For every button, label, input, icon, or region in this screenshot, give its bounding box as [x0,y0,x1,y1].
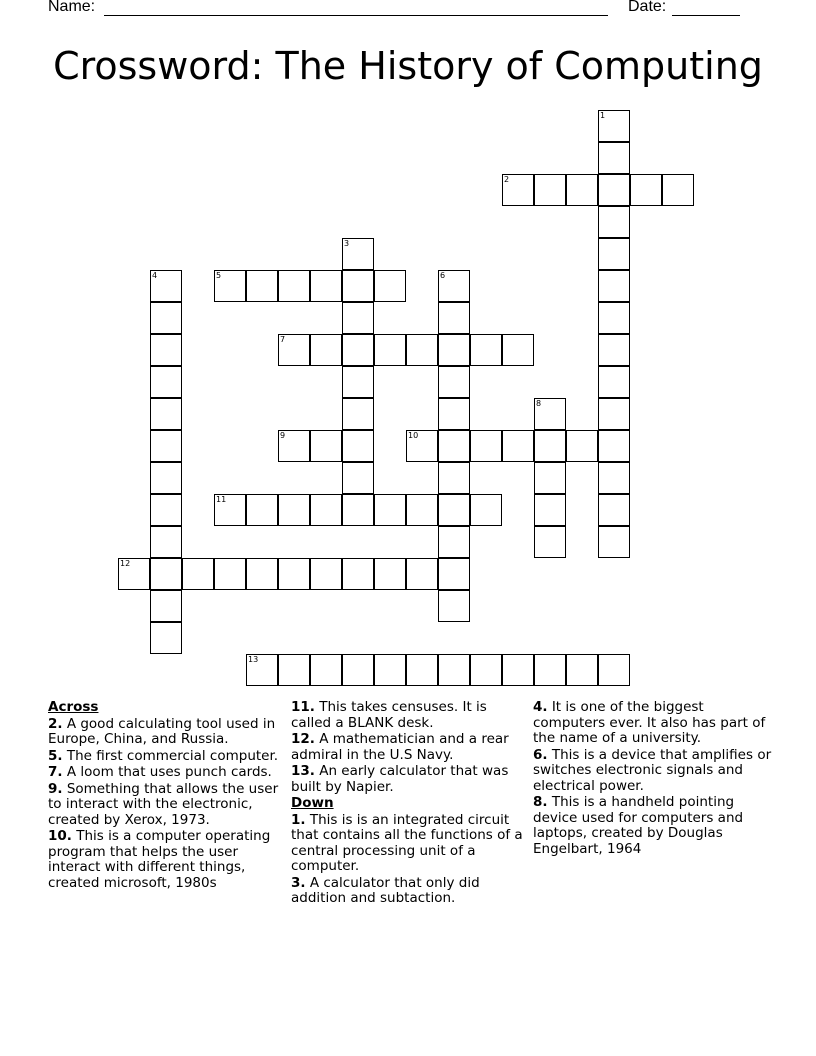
grid-cell[interactable] [406,430,438,462]
clue-across-9 [48,782,288,829]
clue-across-2 [48,717,288,748]
grid-cell[interactable] [662,174,694,206]
grid-cell[interactable] [278,430,310,462]
grid-cell[interactable] [182,558,214,590]
grid-cell[interactable] [118,558,150,590]
grid-cell[interactable] [150,398,182,430]
grid-cell[interactable] [598,654,630,686]
clue-number-label: 1 [600,111,606,120]
clue-number-label: 11 [216,495,227,504]
grid-cell[interactable] [150,558,182,590]
page-title: Crossword: The History of Computing [53,44,763,88]
clue-text: This is a device that amplifies or switches electronic signals and electrical power. [533,746,772,794]
grid-cell[interactable] [438,334,470,366]
clue-number: 5. [48,747,63,764]
clue-number-label: 2 [504,175,510,184]
grid-cell[interactable] [278,270,310,302]
grid-cell[interactable] [470,654,502,686]
grid-cell[interactable] [598,142,630,174]
grid-cell[interactable] [342,270,374,302]
grid-cell[interactable] [310,270,342,302]
clue-across-5 [48,749,288,765]
clue-number-label: 3 [344,239,350,248]
grid-cell[interactable] [598,494,630,526]
grid-cell[interactable] [310,334,342,366]
grid-cell[interactable] [598,238,630,270]
grid-cell[interactable] [278,558,310,590]
grid-cell[interactable] [534,462,566,494]
clue-number-label: 5 [216,271,222,280]
clue-number: 12. [291,731,315,747]
grid-cell[interactable] [598,334,630,366]
grid-cell[interactable] [534,174,566,206]
grid-cell[interactable] [598,270,630,302]
grid-cell[interactable] [470,494,502,526]
clue-number: 1. [291,811,306,828]
clue-number-label: 4 [152,271,158,280]
clue-number: 7. [48,764,63,780]
grid-cell[interactable] [598,462,630,494]
clue-number: 9. [48,780,63,797]
grid-cell[interactable] [150,334,182,366]
grid-cell[interactable] [406,334,438,366]
grid-cell[interactable] [438,430,470,462]
grid-cell[interactable] [438,398,470,430]
grid-cell[interactable] [214,270,246,302]
down-heading: Down [291,795,334,811]
clues-column-2 [291,700,531,908]
grid-cell[interactable] [150,462,182,494]
clue-text: The first commercial computer. [66,747,279,764]
grid-cell[interactable] [566,174,598,206]
grid-cell[interactable] [598,526,630,558]
name-label: Name: [48,0,96,15]
clue-across-13 [291,764,531,795]
grid-cell[interactable] [406,494,438,526]
grid-cell[interactable] [278,334,310,366]
clue-text: It is one of the biggest computers ever. It also has part of the name of a university. [533,699,766,746]
grid-cell[interactable] [438,302,470,334]
grid-cell[interactable] [150,622,182,654]
grid-cell[interactable] [374,558,406,590]
grid-cell[interactable] [470,430,502,462]
grid-cell[interactable] [342,430,374,462]
grid-cell[interactable] [438,590,470,622]
grid-cell[interactable] [150,494,182,526]
grid-cell[interactable] [374,654,406,686]
clue-across-11 [291,700,531,731]
grid-cell[interactable] [278,654,310,686]
grid-cell[interactable] [438,462,470,494]
grid-cell[interactable] [310,558,342,590]
grid-cell[interactable] [310,494,342,526]
grid-cell[interactable] [342,334,374,366]
grid-cell[interactable] [598,366,630,398]
grid-cell[interactable] [534,526,566,558]
date-label: Date: [628,0,667,15]
grid-cell[interactable] [406,558,438,590]
grid-cell[interactable] [214,494,246,526]
clue-number: 11. [291,699,315,715]
clue-number: 3. [291,874,306,891]
grid-cell[interactable] [470,334,502,366]
grid-cell[interactable] [150,302,182,334]
grid-cell[interactable] [502,174,534,206]
clue-number: 4. [533,699,548,715]
clue-text: A good calculating tool used in Europe, China, and Russia. [48,715,276,747]
grid-cell[interactable] [342,238,374,270]
across-heading: Across [48,700,99,715]
clue-down-6 [533,748,773,795]
grid-cell[interactable] [502,654,534,686]
grid-cell[interactable] [438,270,470,302]
grid-cell[interactable] [438,558,470,590]
clue-across-7 [48,765,288,781]
clue-text: A loom that uses punch cards. [66,764,272,780]
grid-cell[interactable] [598,430,630,462]
grid-cell[interactable] [534,654,566,686]
clue-number-label: 10 [408,431,419,440]
clue-number-label: 7 [280,335,286,344]
grid-cell[interactable] [438,494,470,526]
grid-cell[interactable] [342,366,374,398]
clues-column-3 [533,700,773,858]
grid-cell[interactable] [342,558,374,590]
grid-cell[interactable] [214,558,246,590]
clue-number: 13. [291,763,315,779]
clue-text: Something that allows the user to interact with the electronic, created by Xerox, 1973. [48,780,279,828]
grid-cell[interactable] [374,334,406,366]
grid-cell[interactable] [598,398,630,430]
grid-cell[interactable] [566,654,598,686]
grid-cell[interactable] [246,494,278,526]
clue-text: A calculator that only did addition and subtaction. [291,874,480,906]
grid-cell[interactable] [342,462,374,494]
grid-cell[interactable] [502,430,534,462]
clue-down-4 [533,700,773,747]
grid-cell[interactable] [246,270,278,302]
clue-text: An early calculator that was built by Napier. [291,763,509,795]
grid-cell[interactable] [374,494,406,526]
grid-cell[interactable] [438,526,470,558]
grid-cell[interactable] [534,430,566,462]
grid-cell[interactable] [150,430,182,462]
grid-cell[interactable] [310,654,342,686]
grid-cell[interactable] [598,206,630,238]
grid-cell[interactable] [630,174,662,206]
grid-cell[interactable] [246,654,278,686]
grid-cell[interactable] [342,398,374,430]
grid-cell[interactable] [598,174,630,206]
clue-number-label: 9 [280,431,286,440]
clue-down-1 [291,813,531,875]
grid-cell[interactable] [534,398,566,430]
grid-cell[interactable] [438,654,470,686]
clue-text: A mathematician and a rear admiral in the U.S Navy. [291,731,509,763]
grid-cell[interactable] [502,334,534,366]
clue-number: 6. [533,746,548,763]
clue-down-8 [533,795,773,857]
clue-across-10 [48,829,288,891]
grid-cell[interactable] [150,366,182,398]
clue-number-label: 8 [536,399,542,408]
clue-number-label: 12 [120,559,131,568]
grid-cell[interactable] [150,590,182,622]
grid-cell[interactable] [342,302,374,334]
clue-number: 10. [48,828,72,844]
clue-across-12 [291,732,531,763]
grid-cell[interactable] [150,526,182,558]
clues-column-1 [48,700,288,958]
clue-down-3 [291,876,531,907]
grid-cell[interactable] [246,558,278,590]
grid-cell[interactable] [566,430,598,462]
clue-number: 8. [533,794,548,810]
grid-cell[interactable] [598,110,630,142]
grid-cell[interactable] [406,654,438,686]
grid-cell[interactable] [150,270,182,302]
grid-cell[interactable] [342,494,374,526]
clue-text: This is a computer operating program that helps the user interact with different things, created microsoft, 1980s [48,828,271,891]
grid-cell[interactable] [278,494,310,526]
clue-text: This is a handheld pointing device used for computers and laptops, created by Douglas Engelbart, 1964 [533,794,744,857]
clue-text: This takes censuses. It is called a BLANK desk. [291,699,487,731]
clue-number-label: 6 [440,271,446,280]
grid-cell[interactable] [534,494,566,526]
grid-cell[interactable] [598,302,630,334]
grid-cell[interactable] [438,366,470,398]
grid-cell[interactable] [374,270,406,302]
clue-number-label: 13 [248,655,259,664]
clue-text: This is is an integrated circuit that contains all the functions of a central processing unit of a computer. [291,811,523,874]
grid-cell[interactable] [342,654,374,686]
clue-number: 2. [48,715,63,732]
grid-cell[interactable] [310,430,342,462]
